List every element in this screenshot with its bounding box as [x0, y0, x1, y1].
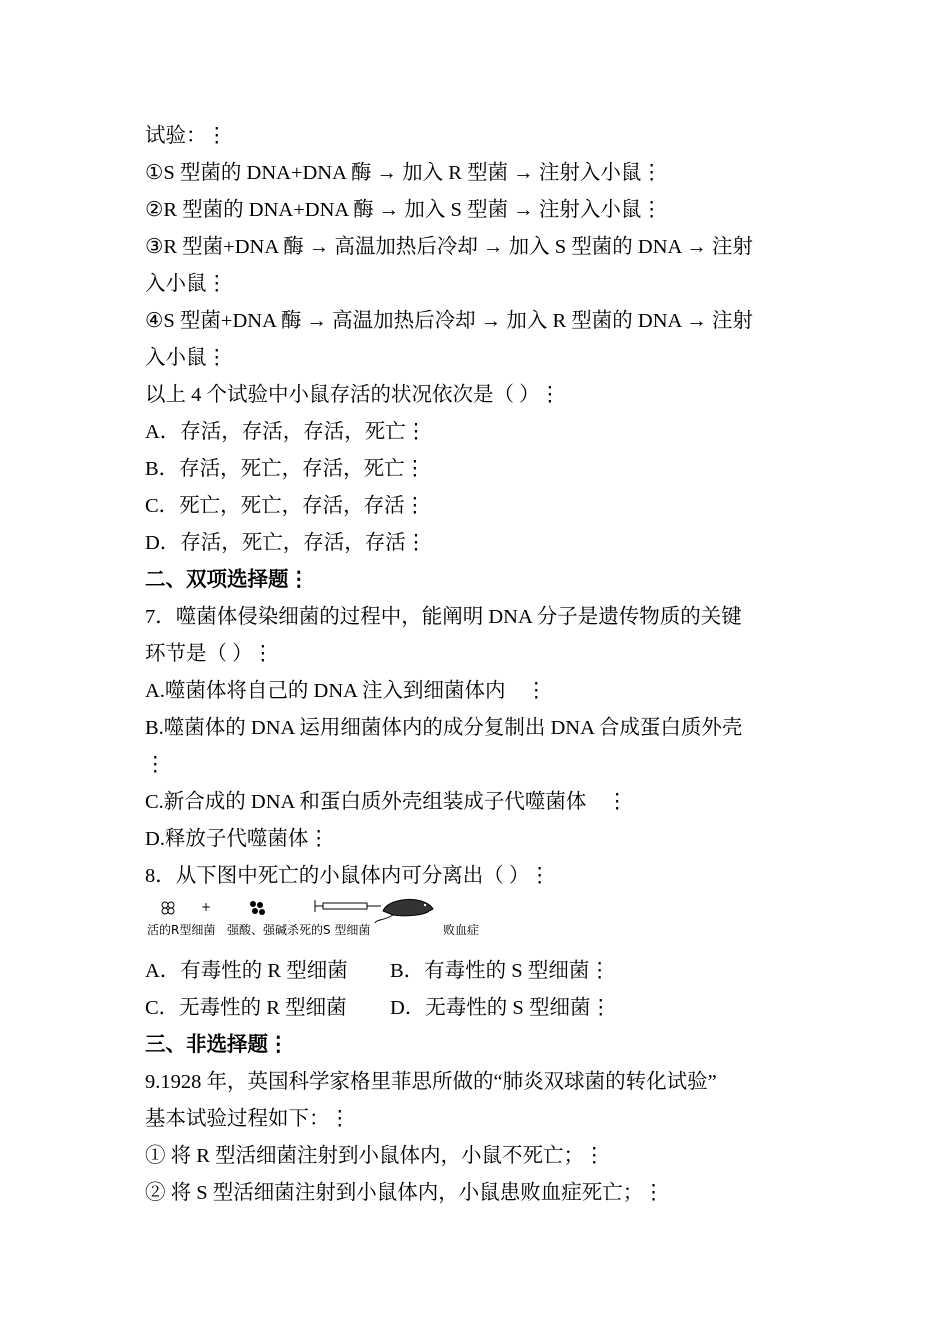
- option-c: C．死亡，死亡，存活，存活⋮: [145, 495, 426, 517]
- option-d: D．存活，死亡，存活，存活⋮: [145, 532, 427, 554]
- text-line: ②R 型菌的 DNA+DNA 酶 → 加入 S 型菌 → 注射入小鼠⋮: [145, 199, 662, 221]
- document-page: [145, 118, 815, 1212]
- s-bacteria-icon: [250, 901, 265, 915]
- q7-option-c: C.新合成的 DNA 和蛋白质外壳组装成子代噬菌体 ⋮: [145, 791, 628, 813]
- q7-option-d: D.释放子代噬菌体⋮: [145, 828, 329, 850]
- q7-option-a: A.噬菌体将自己的 DNA 注入到细菌体内 ⋮: [145, 680, 547, 702]
- q7-option-b-cont: ⋮: [145, 754, 166, 776]
- question-9-stem: 9.1928 年，英国科学家格里菲思所做的“肺炎双球菌的转化试验”: [145, 1071, 717, 1093]
- text-line: ④S 型菌+DNA 酶 → 高温加热后冷却 → 加入 R 型菌的 DNA → 注射: [145, 310, 753, 332]
- question-8-stem: 8．从下图中死亡的小鼠体内可分离出（ ）⋮: [145, 865, 550, 887]
- plus-sign: +: [201, 900, 212, 914]
- text-line: ①S 型菌的 DNA+DNA 酶 → 加入 R 型菌 → 注射入小鼠⋮: [145, 162, 662, 184]
- text-line: 试验：⋮: [145, 125, 227, 147]
- q8-options-row-2: [145, 990, 815, 1027]
- q8-option-b: B．有毒性的 S 型细菌⋮: [390, 960, 610, 982]
- q8-option-d: D．无毒性的 S 型细菌⋮: [390, 997, 611, 1019]
- q9-step-2: ② 将 S 型活细菌注射到小鼠体内，小鼠患败血症死亡；⋮: [145, 1182, 664, 1204]
- q8-option-c: C．无毒性的 R 型细菌: [145, 997, 347, 1019]
- q8-options-row-1: [145, 953, 815, 990]
- r-bacteria-icon: [162, 902, 174, 914]
- q7-option-b: B.噬菌体的 DNA 运用细菌体内的成分复制出 DNA 合成蛋白质外壳: [145, 717, 743, 739]
- caption-s-bacteria: 强酸、强碱杀死的S 型细菌: [227, 923, 371, 937]
- section-heading: 三、非选择题⋮: [145, 1034, 289, 1056]
- syringe-icon: [315, 900, 381, 912]
- question-7-stem: 7．噬菌体侵染细菌的过程中，能阐明 DNA 分子是遗传物质的关键: [145, 606, 742, 628]
- experiment-figure: [145, 897, 815, 949]
- section-heading: 二、双项选择题⋮: [145, 569, 309, 591]
- option-a: A．存活，存活，存活，死亡⋮: [145, 421, 427, 443]
- text-line: 入小鼠⋮: [145, 347, 227, 369]
- mouse-icon: [375, 899, 433, 923]
- question-stem: 以上 4 个试验中小鼠存活的状况依次是（ ）⋮: [145, 384, 561, 406]
- caption-septicemia: 败血症: [443, 923, 480, 937]
- q9-step-1: ① 将 R 型活细菌注射到小鼠体内，小鼠不死亡；⋮: [145, 1145, 605, 1167]
- q8-option-a: A．有毒性的 R 型细菌: [145, 960, 348, 982]
- text-line: ③R 型菌+DNA 酶 → 高温加热后冷却 → 加入 S 型菌的 DNA → 注射: [145, 236, 753, 258]
- question-9-stem-cont: 基本试验过程如下：⋮: [145, 1108, 350, 1130]
- caption-r-bacteria: 活的R型细菌: [147, 923, 216, 937]
- text-line: 入小鼠⋮: [145, 273, 227, 295]
- question-7-stem-cont: 环节是（ ）⋮: [145, 643, 274, 665]
- option-b: B．存活，死亡，存活，死亡⋮: [145, 458, 426, 480]
